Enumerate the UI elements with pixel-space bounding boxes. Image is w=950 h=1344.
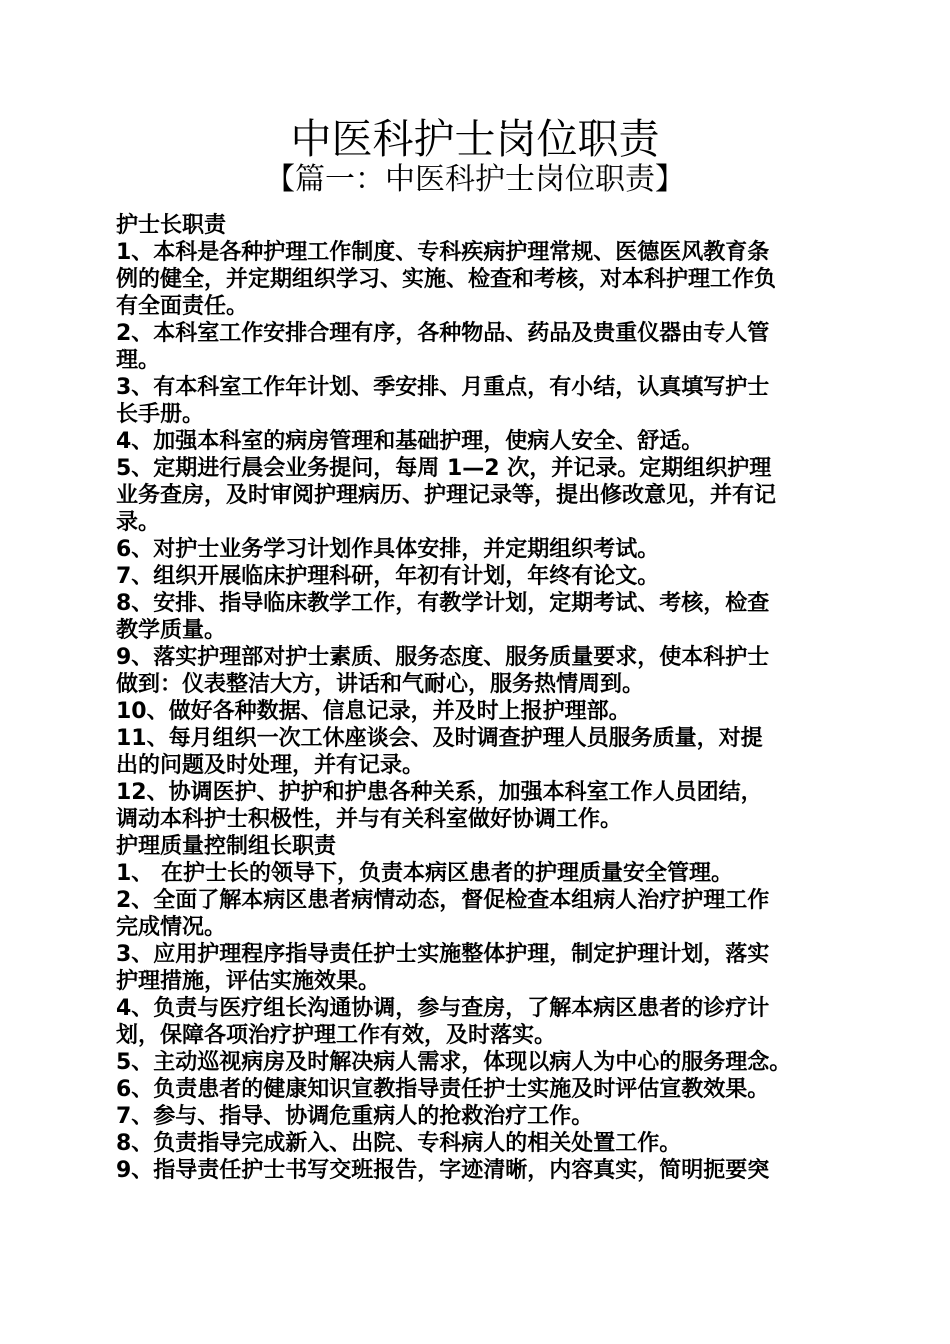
paragraph-line: 2、本科室工作安排合理有序，各种物品、药品及贵重仪器由专人管	[116, 321, 770, 346]
paragraph-line: 1、 在护士长的领导下，负责本病区患者的护理质量安全管理。	[116, 861, 733, 886]
paragraph-line: 例的健全，并定期组织学习、实施、检查和考核，对本科护理工作负	[116, 267, 777, 292]
paragraph-line: 10、做好各种数据、信息记录，并及时上报护理部。	[116, 699, 631, 724]
paragraph-line: 2、全面了解本病区患者病情动态，督促检查本组病人治疗护理工作	[116, 888, 770, 913]
document-title: 中医科护士岗位职责	[290, 115, 660, 163]
paragraph-line: 教学质量。	[116, 618, 227, 643]
paragraph-line: 3、应用护理程序指导责任护士实施整体护理，制定护理计划，落实	[116, 942, 770, 967]
paragraph-line: 长手册。	[116, 402, 205, 427]
section-heading: 护士长职责	[116, 213, 227, 238]
paragraph-line: 理。	[116, 348, 161, 373]
document-subtitle: 【篇一：中医科护士岗位职责】	[265, 162, 685, 197]
paragraph-line: 4、负责与医疗组长沟通协调，参与查房，了解本病区患者的诊疗计	[116, 996, 770, 1021]
paragraph-line: 1、本科是各种护理工作制度、专科疾病护理常规、医德医风教育条	[116, 240, 770, 265]
paragraph-line: 6、负责患者的健康知识宣教指导责任护士实施及时评估宣教效果。	[116, 1077, 770, 1102]
paragraph-line: 8、负责指导完成新入、出院、专科病人的相关处置工作。	[116, 1131, 682, 1156]
paragraph-line: 5、定期进行晨会业务提问，每周 1—2 次，并记录。定期组织护理	[116, 456, 772, 481]
paragraph-line: 出的问题及时处理，并有记录。	[116, 753, 425, 778]
paragraph-line: 7、参与、指导、协调危重病人的抢救治疗工作。	[116, 1104, 594, 1129]
paragraph-line: 9、指导责任护士书写交班报告，字迹清晰，内容真实，简明扼要突	[116, 1158, 770, 1183]
paragraph-line: 9、落实护理部对护士素质、服务态度、服务质量要求，使本科护士	[116, 645, 770, 670]
section-heading: 护理质量控制组长职责	[116, 834, 337, 859]
paragraph-line: 护理措施，评估实施效果。	[116, 969, 381, 994]
paragraph-line: 有全面责任。	[116, 294, 249, 319]
paragraph-line: 录。	[116, 510, 161, 535]
paragraph-line: 完成情况。	[116, 915, 227, 940]
paragraph-line: 调动本科护士积极性，并与有关科室做好协调工作。	[116, 807, 623, 832]
paragraph-line: 11、每月组织一次工休座谈会、及时调查护理人员服务质量，对提	[116, 726, 763, 751]
paragraph-line: 5、主动巡视病房及时解决病人需求，体现以病人为中心的服务理念。	[116, 1050, 792, 1075]
paragraph-line: 6、对护士业务学习计划作具体安排，并定期组织考试。	[116, 537, 660, 562]
document-body	[116, 212, 841, 1184]
paragraph-line: 12、协调医护、护护和护患各种关系，加强本科室工作人员团结，	[116, 780, 763, 805]
paragraph-line: 4、加强本科室的病房管理和基础护理，使病人安全、舒适。	[116, 429, 704, 454]
paragraph-line: 7、组织开展临床护理科研，年初有计划，年终有论文。	[116, 564, 660, 589]
paragraph-line: 划，保障各项治疗护理工作有效，及时落实。	[116, 1023, 557, 1048]
paragraph-line: 业务查房，及时审阅护理病历、护理记录等，提出修改意见，并有记	[116, 483, 777, 508]
paragraph-line: 8、安排、指导临床教学工作，有教学计划，定期考试、考核，检查	[116, 591, 770, 616]
paragraph-line: 做到：仪表整洁大方，讲话和气耐心，服务热情周到。	[116, 672, 645, 697]
paragraph-line: 3、有本科室工作年计划、季安排、月重点，有小结，认真填写护士	[116, 375, 770, 400]
